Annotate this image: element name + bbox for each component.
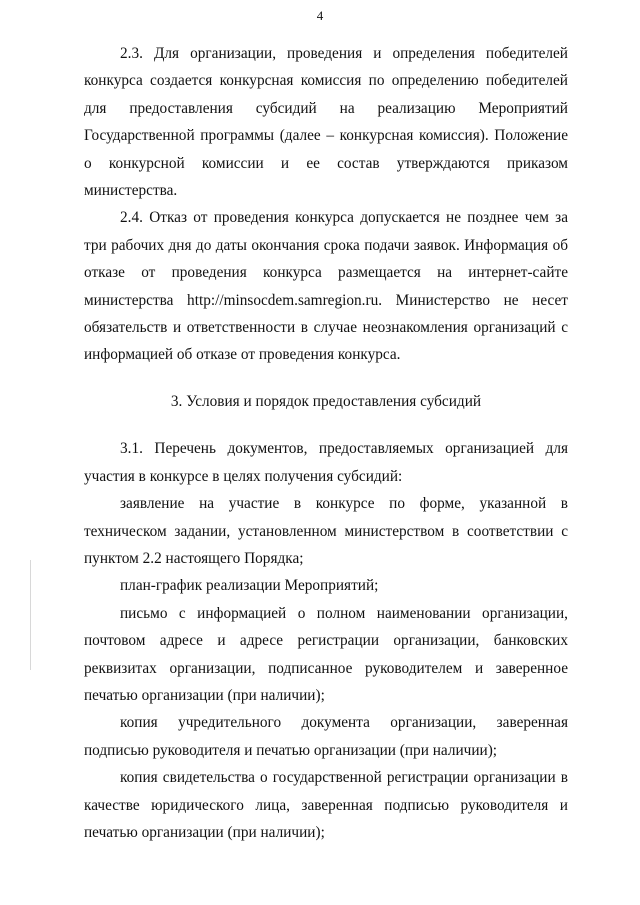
list-item-letter: письмо с информацией о полном наименовании организации, почтовом адресе и адресе регистрации организации, банковских реквизитах организации, подписанное руководителем и заверенное печатью организации (при наличии);	[84, 604, 568, 704]
paragraph-2-4: 2.4. Отказ от проведения конкурса допускается не позднее чем за три рабочих дня до даты окончания срока подачи заявок. Информация об отказе от проведения конкурса размещается на интернет-сайте министерства http://minsocdem.samregion.ru. Министерство не несет обязательств и ответственности в случае неознакомления организаций с информацией об отказе от проведения конкурса.	[84, 209, 568, 364]
scan-margin-mark	[30, 560, 31, 670]
document-body	[84, 40, 568, 846]
page-number: 4	[316, 8, 324, 23]
paragraph-2-3: 2.3. Для организации, проведения и определения победителей конкурса создается конкурсная комиссия по определению победителей для предоставления субсидий на реализацию Мероприятий Государственной программы (далее – конкурсная комиссия). Положение о конкурсной комиссии и ее состав утверждаются приказом министерства.	[84, 45, 568, 200]
list-item-application: заявление на участие в конкурсе по форме, указанной в техническом задании, установленном министерством в соответствии с пунктом 2.2 настоящего Порядка;	[84, 495, 568, 567]
section-3-heading: 3. Условия и порядок предоставления субсидий	[170, 392, 482, 410]
list-item-schedule: план-график реализации Мероприятий;	[120, 577, 379, 595]
paragraph-3-1: 3.1. Перечень документов, предоставляемых организацией для участия в конкурсе в целях получения субсидий:	[84, 440, 568, 485]
list-item-registration-copy: копия свидетельства о государственной регистрации организации в качестве юридического лица, заверенная подписью руководителя и печатью организации (при наличии);	[84, 769, 568, 841]
list-item-charter-copy: копия учредительного документа организации, заверенная подписью руководителя и печатью организации (при наличии);	[84, 714, 568, 759]
